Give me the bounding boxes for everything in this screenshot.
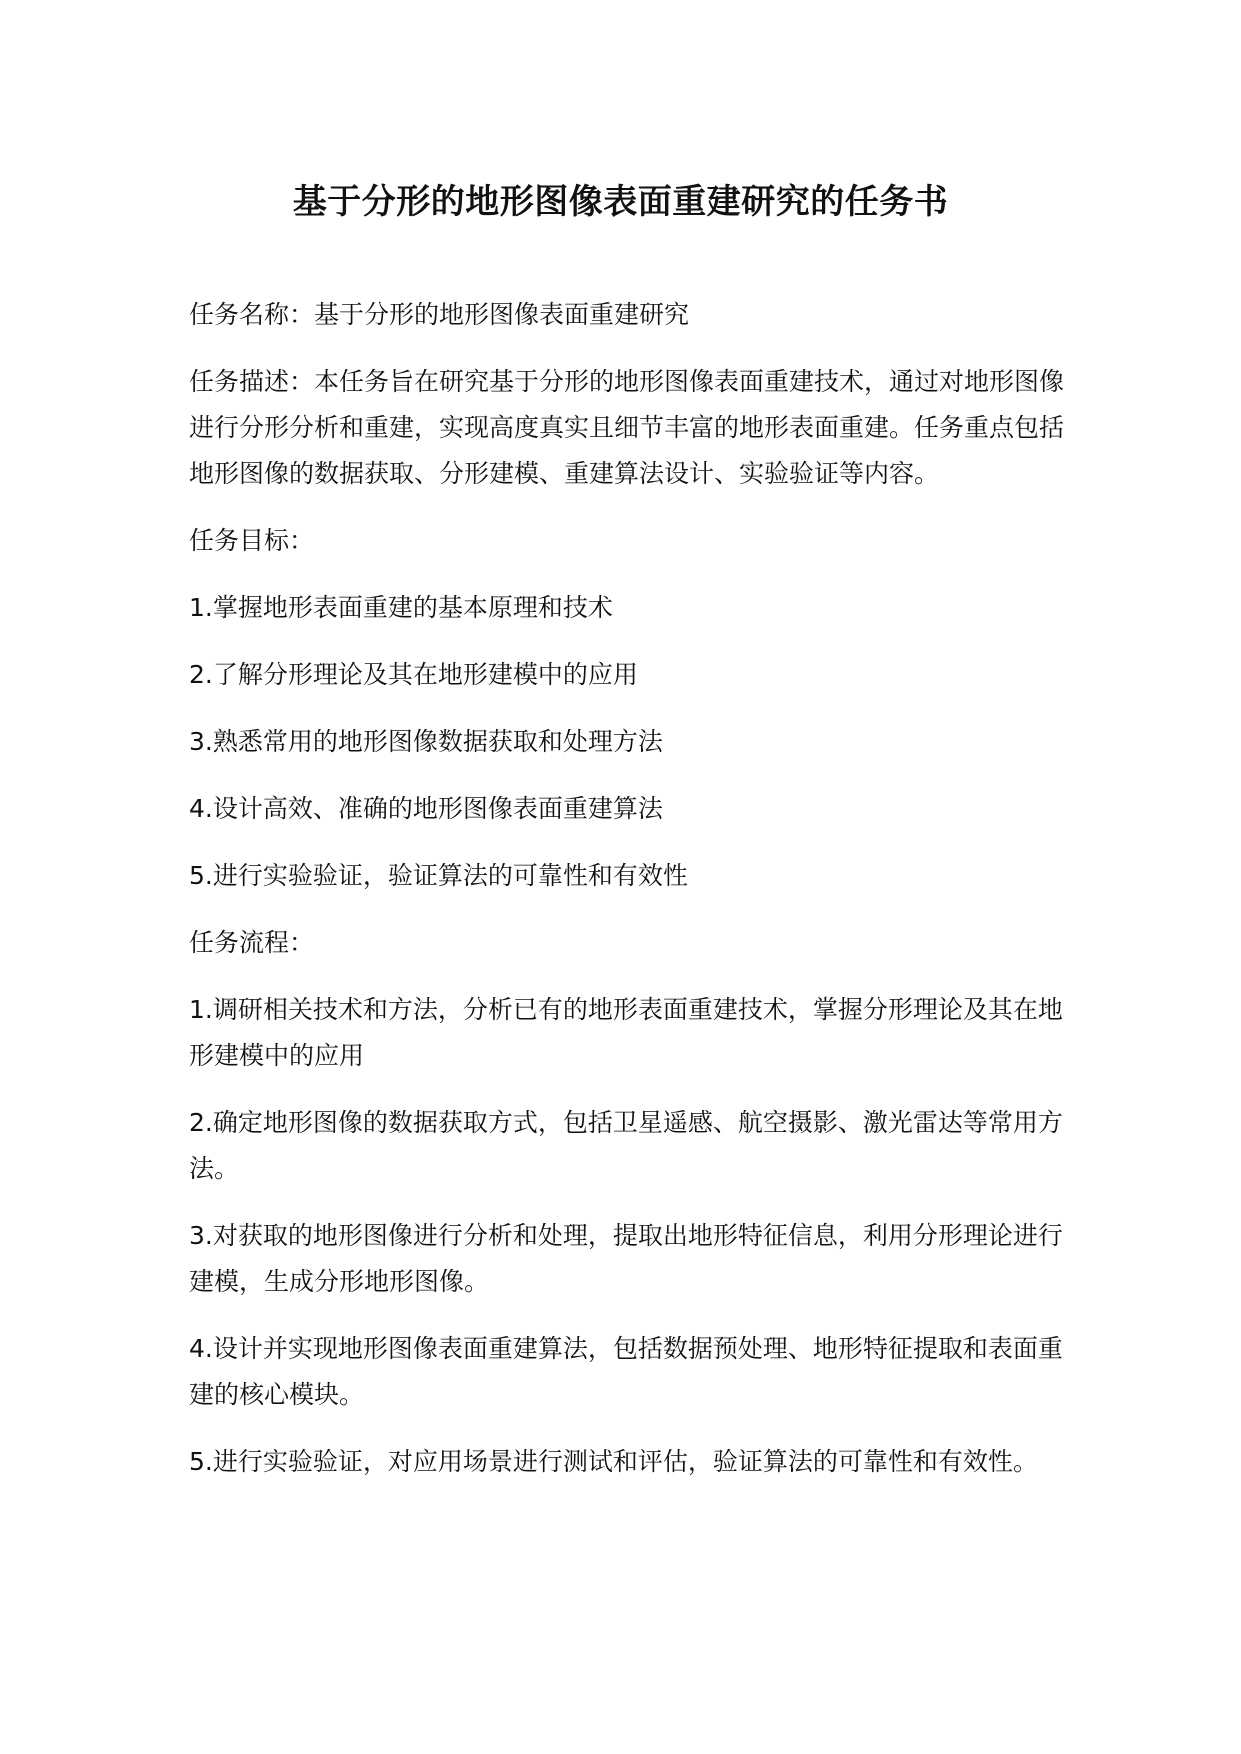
task-process-item: 1.调研相关技术和方法，分析已有的地形表面重建技术，掌握分形理论及其在地形建模中的应用: [189, 995, 1063, 1070]
document-title: 基于分形的地形图像表面重建研究的任务书: [292, 182, 949, 222]
task-goal-item: 2.了解分形理论及其在地形建模中的应用: [189, 660, 638, 689]
task-process-item: 3.对获取的地形图像进行分析和处理，提取出地形特征信息，利用分形理论进行建模，生成分形地形图像。: [189, 1221, 1063, 1296]
task-description-paragraph: 任务描述：本任务旨在研究基于分形的地形图像表面重建技术，通过对地形图像进行分形分析和重建，实现高度真实且细节丰富的地形表面重建。任务重点包括地形图像的数据获取、分形建模、重建算法设计、实验验证等内容。: [189, 367, 1065, 488]
task-process-item: 5.进行实验验证，对应用场景进行测试和评估，验证算法的可靠性和有效性。: [189, 1447, 1038, 1476]
task-goal-item: 3.熟悉常用的地形图像数据获取和处理方法: [189, 727, 663, 756]
document-body: [189, 292, 1064, 1506]
task-name-line: 任务名称：基于分形的地形图像表面重建研究: [189, 300, 690, 329]
task-process-item: 4.设计并实现地形图像表面重建算法，包括数据预处理、地形特征提取和表面重建的核心模块。: [189, 1334, 1063, 1409]
task-goal-item: 4.设计高效、准确的地形图像表面重建算法: [189, 794, 663, 823]
task-goal-item: 5.进行实验验证，验证算法的可靠性和有效性: [189, 861, 688, 890]
task-goal-item: 1.掌握地形表面重建的基本原理和技术: [189, 593, 613, 622]
task-process-item: 2.确定地形图像的数据获取方式，包括卫星遥感、航空摄影、激光雷达等常用方法。: [189, 1108, 1063, 1183]
task-goals-heading: 任务目标：: [189, 526, 315, 555]
task-process-heading: 任务流程：: [189, 928, 315, 957]
